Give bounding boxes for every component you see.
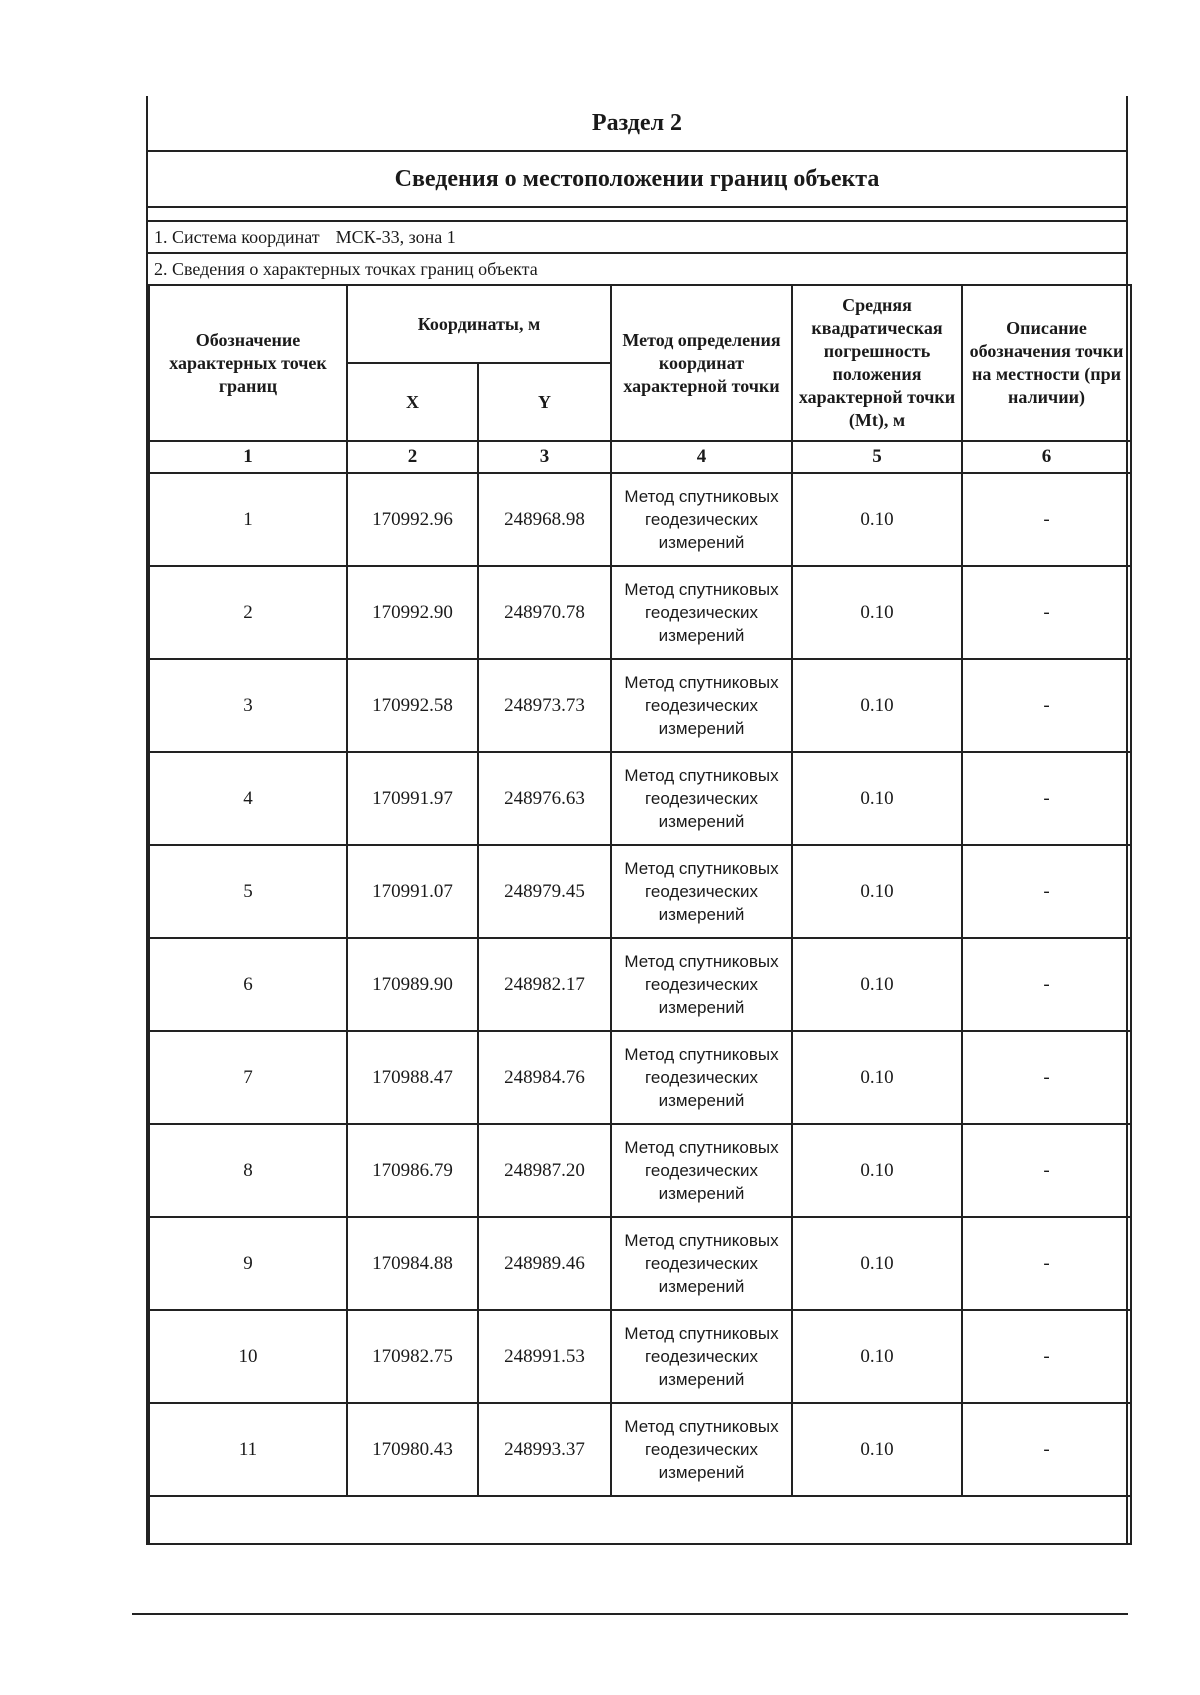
point-id-cell: 11 [149, 1403, 347, 1496]
table-empty-row [149, 1496, 1131, 1544]
header-y: Y [478, 363, 611, 441]
point-y-cell: 248968.98 [478, 473, 611, 566]
point-id-cell: 2 [149, 566, 347, 659]
column-number: 4 [611, 441, 792, 473]
header-method: Метод определения координат характерной точки [611, 285, 792, 441]
point-x-cell: 170989.90 [347, 938, 478, 1031]
point-description-cell: - [962, 1124, 1131, 1217]
point-id-cell: 10 [149, 1310, 347, 1403]
point-description-cell: - [962, 659, 1131, 752]
column-number: 3 [478, 441, 611, 473]
coord-system-row [148, 220, 1126, 252]
point-id-cell: 5 [149, 845, 347, 938]
header-error: Средняя квадратическая погрешность положения характерной точки (Mt), м [792, 285, 962, 441]
coord-system-label: 1. Система координат [154, 226, 320, 247]
point-y-cell: 248973.73 [478, 659, 611, 752]
table-row [149, 1124, 1131, 1217]
table-row [149, 566, 1131, 659]
points-section-label: 2. Сведения о характерных точках границ объекта [154, 258, 538, 279]
point-error-cell: 0.10 [792, 1217, 962, 1310]
column-number: 5 [792, 441, 962, 473]
point-method-cell: Метод спутниковых геодезических измерений [611, 1124, 792, 1217]
empty-cell [149, 1496, 1131, 1544]
table-row [149, 1310, 1131, 1403]
point-x-cell: 170980.43 [347, 1403, 478, 1496]
point-method-cell: Метод спутниковых геодезических измерений [611, 1403, 792, 1496]
point-x-cell: 170988.47 [347, 1031, 478, 1124]
point-id-cell: 3 [149, 659, 347, 752]
table-row [149, 938, 1131, 1031]
point-y-cell: 248991.53 [478, 1310, 611, 1403]
point-y-cell: 248987.20 [478, 1124, 611, 1217]
point-error-cell: 0.10 [792, 938, 962, 1031]
points-section-row [148, 252, 1126, 284]
table-row [149, 1403, 1131, 1496]
point-x-cell: 170991.97 [347, 752, 478, 845]
column-number: 2 [347, 441, 478, 473]
section-title: Раздел 2 [148, 96, 1126, 152]
point-y-cell: 248993.37 [478, 1403, 611, 1496]
point-error-cell: 0.10 [792, 1310, 962, 1403]
point-id-cell: 6 [149, 938, 347, 1031]
point-y-cell: 248982.17 [478, 938, 611, 1031]
point-y-cell: 248984.76 [478, 1031, 611, 1124]
point-method-cell: Метод спутниковых геодезических измерений [611, 938, 792, 1031]
table-row [149, 659, 1131, 752]
point-error-cell: 0.10 [792, 473, 962, 566]
point-description-cell: - [962, 1310, 1131, 1403]
header-description: Описание обозначения точки на местности (при наличии) [962, 285, 1131, 441]
point-method-cell: Метод спутниковых геодезических измерений [611, 473, 792, 566]
point-description-cell: - [962, 1031, 1131, 1124]
point-x-cell: 170992.96 [347, 473, 478, 566]
point-y-cell: 248970.78 [478, 566, 611, 659]
point-error-cell: 0.10 [792, 659, 962, 752]
column-number: 6 [962, 441, 1131, 473]
point-method-cell: Метод спутниковых геодезических измерений [611, 1031, 792, 1124]
table-row [149, 473, 1131, 566]
column-number: 1 [149, 441, 347, 473]
point-description-cell: - [962, 1403, 1131, 1496]
point-id-cell: 9 [149, 1217, 347, 1310]
point-error-cell: 0.10 [792, 845, 962, 938]
header-designation: Обозначение характерных точек границ [149, 285, 347, 441]
point-method-cell: Метод спутниковых геодезических измерений [611, 566, 792, 659]
table-row [149, 1031, 1131, 1124]
point-y-cell: 248979.45 [478, 845, 611, 938]
point-error-cell: 0.10 [792, 566, 962, 659]
point-description-cell: - [962, 845, 1131, 938]
point-description-cell: - [962, 473, 1131, 566]
point-id-cell: 4 [149, 752, 347, 845]
document-subtitle: Сведения о местоположении границ объекта [148, 152, 1126, 208]
table-row [149, 845, 1131, 938]
points-table [148, 284, 1132, 1545]
point-id-cell: 1 [149, 473, 347, 566]
header-coordinates: Координаты, м [347, 285, 611, 363]
point-y-cell: 248976.63 [478, 752, 611, 845]
point-x-cell: 170992.90 [347, 566, 478, 659]
table-row [149, 752, 1131, 845]
point-method-cell: Метод спутниковых геодезических измерений [611, 1217, 792, 1310]
column-numbers-row [149, 441, 1131, 473]
point-x-cell: 170991.07 [347, 845, 478, 938]
point-x-cell: 170982.75 [347, 1310, 478, 1403]
table-row [149, 1217, 1131, 1310]
point-x-cell: 170992.58 [347, 659, 478, 752]
point-x-cell: 170984.88 [347, 1217, 478, 1310]
point-id-cell: 7 [149, 1031, 347, 1124]
coord-system-value: МСК-33, зона 1 [335, 226, 456, 247]
point-error-cell: 0.10 [792, 752, 962, 845]
footer-divider [132, 1613, 1128, 1615]
header-x: X [347, 363, 478, 441]
point-description-cell: - [962, 752, 1131, 845]
point-id-cell: 8 [149, 1124, 347, 1217]
point-method-cell: Метод спутниковых геодезических измерений [611, 752, 792, 845]
spacer-row [148, 208, 1126, 220]
point-y-cell: 248989.46 [478, 1217, 611, 1310]
point-error-cell: 0.10 [792, 1403, 962, 1496]
point-description-cell: - [962, 566, 1131, 659]
point-method-cell: Метод спутниковых геодезических измерений [611, 845, 792, 938]
point-method-cell: Метод спутниковых геодезических измерений [611, 659, 792, 752]
point-error-cell: 0.10 [792, 1031, 962, 1124]
point-error-cell: 0.10 [792, 1124, 962, 1217]
document-sheet [146, 96, 1128, 1545]
point-description-cell: - [962, 1217, 1131, 1310]
point-description-cell: - [962, 938, 1131, 1031]
point-method-cell: Метод спутниковых геодезических измерений [611, 1310, 792, 1403]
point-x-cell: 170986.79 [347, 1124, 478, 1217]
